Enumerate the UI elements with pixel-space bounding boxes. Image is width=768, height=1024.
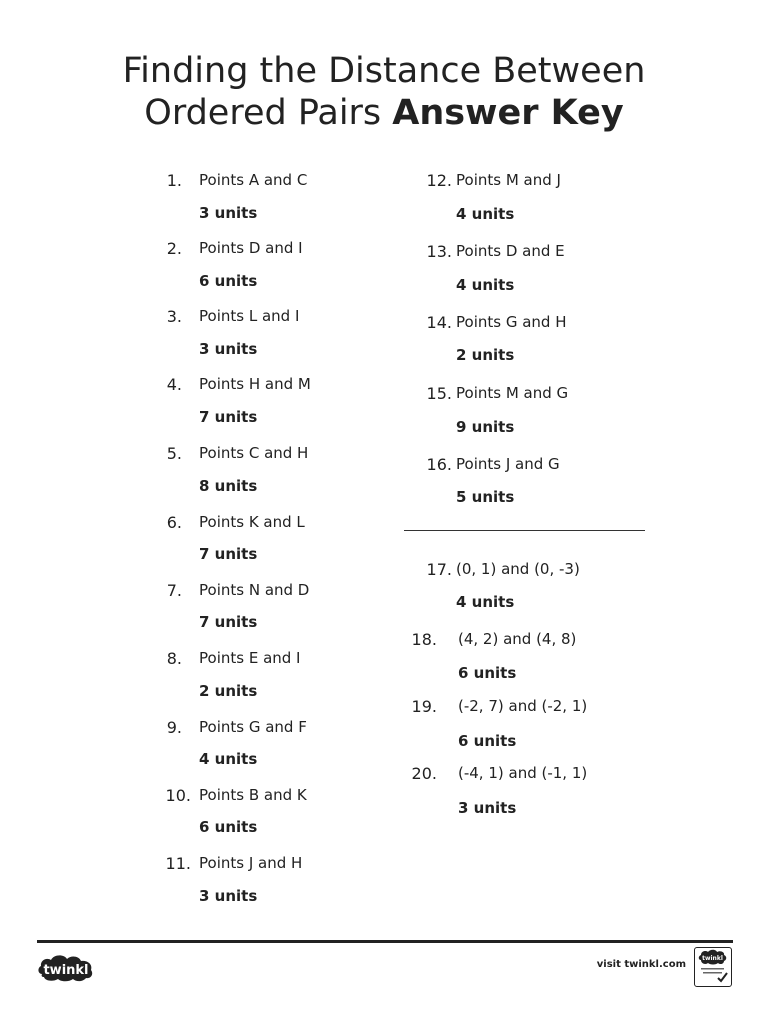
item-answer: 6 units [199,818,258,836]
item-question: (0, 1) and (0, -3) [456,560,580,578]
item-answer: 4 units [199,750,258,768]
item-question: Points A and C [199,171,308,189]
item-question: Points N and D [199,581,310,599]
item-question: Points G and F [199,718,307,736]
item-question: (-2, 7) and (-2, 1) [458,697,588,715]
item-answer: 4 units [456,593,515,611]
title-regular: Ordered Pairs [144,93,393,133]
item-answer: 9 units [456,418,515,436]
item-answer: 2 units [199,682,258,700]
footer-rule [37,940,733,943]
item-answer: 3 units [199,340,258,358]
item-answer: 4 units [456,276,515,294]
item-answer: 6 units [199,272,258,290]
item-answer: 3 units [199,887,258,905]
item-answer: 7 units [199,613,258,631]
item-answer: 3 units [199,204,258,222]
badge-icon [695,948,730,985]
item-question: Points D and I [199,239,303,257]
item-question: Points L and I [199,307,300,325]
item-question: Points H and M [199,375,311,393]
quality-badge [694,947,732,987]
title-bold: Answer Key [392,93,624,133]
item-question: (-4, 1) and (-1, 1) [458,764,588,782]
item-answer: 8 units [199,477,258,495]
item-answer: 3 units [458,799,517,817]
item-answer: 6 units [458,732,517,750]
item-question: Points G and H [456,313,567,331]
item-answer: 4 units [456,205,515,223]
page-title [0,50,768,134]
section-divider [404,530,645,531]
title-line-1: Finding the Distance Between [122,51,646,91]
item-answer: 2 units [456,346,515,364]
item-question: Points J and H [199,854,303,872]
logo-text: twinkl [43,963,89,978]
item-question: Points M and J [456,171,561,189]
item-question: (4, 2) and (4, 8) [458,630,577,648]
item-answer: 6 units [458,664,517,682]
item-question: Points B and K [199,786,307,804]
item-question: Points M and G [456,384,569,402]
item-question: Points J and G [456,455,560,473]
item-answer: 7 units [199,545,258,563]
item-question: Points K and L [199,513,305,531]
item-question: Points C and H [199,444,309,462]
item-answer: 7 units [199,408,258,426]
item-question: Points E and I [199,649,301,667]
visit-link[interactable]: visit twinkl.com [596,959,686,970]
title-line-2 [0,92,768,134]
badge-text: twinkl [702,955,723,962]
twinkl-logo[interactable] [36,950,96,984]
item-answer: 5 units [456,488,515,506]
item-question: Points D and E [456,242,565,260]
